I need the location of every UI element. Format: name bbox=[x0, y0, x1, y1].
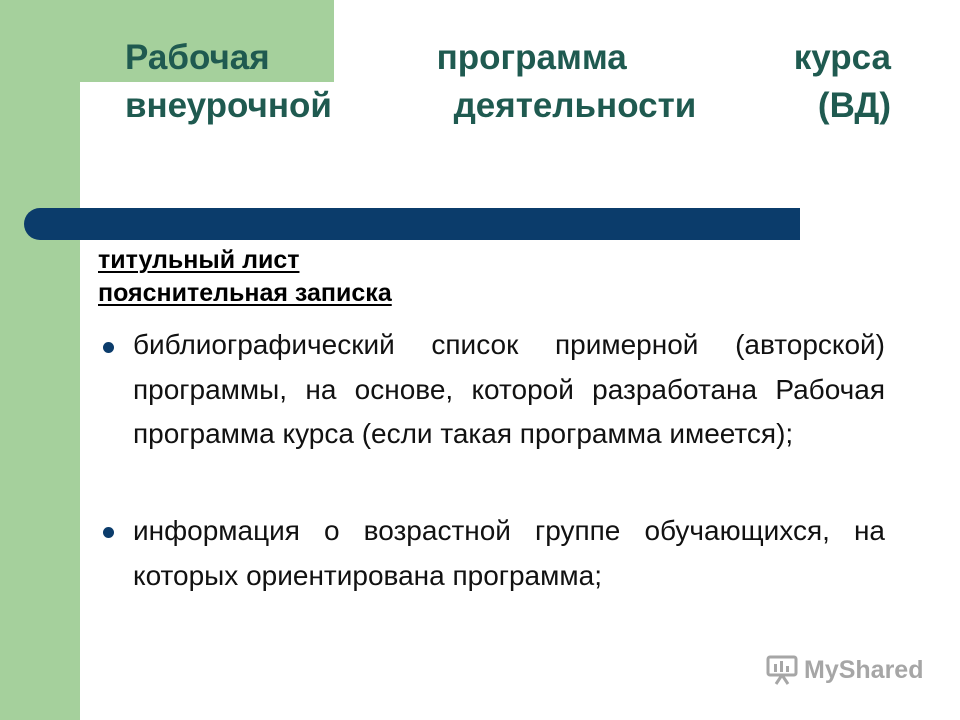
slide-title bbox=[125, 34, 891, 130]
subheading-title-page bbox=[98, 247, 498, 273]
bullet-item-1: библиографический список примерной (авторской) программы, на основе, которой разработана Рабочая программа курса (если такая программа имеется); bbox=[133, 329, 885, 449]
title-word: внеурочной bbox=[125, 86, 332, 125]
presentation-board-icon bbox=[766, 655, 798, 685]
watermark-text: MyShared bbox=[804, 655, 924, 684]
watermark-logo bbox=[766, 655, 923, 685]
title-word: программа bbox=[436, 38, 627, 77]
bullet-dot-icon bbox=[103, 527, 114, 538]
left-green-band bbox=[0, 0, 80, 720]
title-line-2 bbox=[125, 82, 891, 130]
subheading-explanatory-note bbox=[98, 280, 498, 306]
title-word: курса bbox=[793, 38, 891, 77]
divider-bar bbox=[24, 208, 800, 240]
title-word: Рабочая bbox=[125, 38, 270, 77]
title-line-1 bbox=[125, 34, 891, 82]
subheading-text: пояснительная записка bbox=[98, 279, 392, 307]
bullet-dot-icon bbox=[103, 342, 114, 353]
title-word: деятельности bbox=[453, 86, 697, 125]
subheading-text: титульный лист bbox=[98, 246, 300, 274]
bullet-item-2: информация о возрастной группе обучающихся, на которых ориентирована программа; bbox=[133, 515, 885, 591]
title-word: (ВД) bbox=[817, 86, 891, 125]
